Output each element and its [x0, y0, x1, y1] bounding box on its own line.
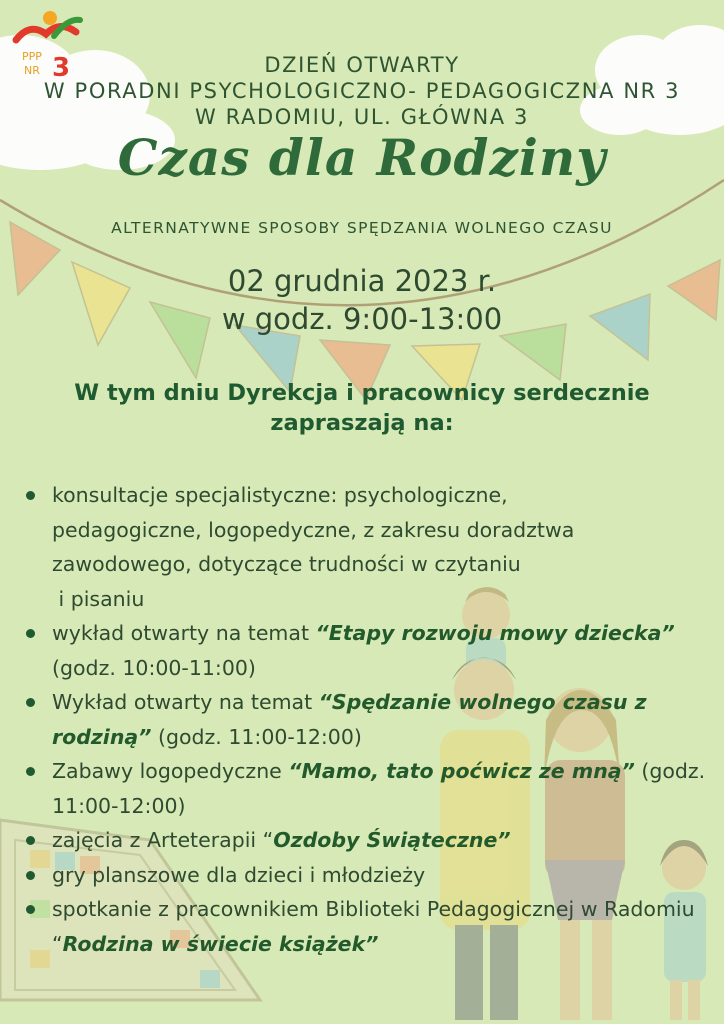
bullet-icon	[26, 767, 35, 776]
invitation-line-1: W tym dniu Dyrekcja i pracownicy serdecznie	[74, 380, 650, 406]
svg-text:PPP: PPP	[22, 50, 42, 63]
svg-text:3: 3	[52, 53, 71, 78]
header-line-1: DZIEŃ OTWARTY	[264, 53, 460, 77]
bullet-icon	[26, 629, 35, 638]
poster-subtitle: ALTERNATYWNE SPOSOBY SPĘDZANIA WOLNEGO CZASU	[111, 219, 613, 237]
header	[0, 52, 724, 130]
bullet-icon	[26, 871, 35, 880]
bullet-icon	[26, 491, 35, 500]
invitation-text	[0, 378, 724, 438]
header-line-3: W RADOMIU, UL. GŁÓWNA 3	[195, 105, 529, 129]
bullet-icon	[26, 836, 35, 845]
list-item: spotkanie z pracownikiem Biblioteki Pedagogicznej w Radomiu “Rodzina w świecie książek”	[26, 892, 716, 961]
invitation-line-2: zapraszają na:	[270, 410, 454, 436]
event-date-hours: w godz. 9:00-13:00	[221, 302, 503, 336]
logo-head-icon	[43, 11, 57, 25]
list-item: Zabawy logopedyczne “Mamo, tato poćwicz ze mną” (godz. 11:00-12:00)	[26, 754, 716, 823]
event-date-day: 02 grudnia 2023 r.	[227, 264, 497, 298]
header-line-2: W PORADNI PSYCHOLOGICZNO- PEDAGOGICZNA NR 3	[43, 79, 681, 103]
program-list	[26, 478, 716, 961]
bullet-icon	[26, 698, 35, 707]
bullet-icon	[26, 905, 35, 914]
list-item: Wykład otwarty na temat “Spędzanie wolnego czasu z rodziną” (godz. 11:00-12:00)	[26, 685, 716, 754]
list-item: gry planszowe dla dzieci i młodzieży	[26, 858, 716, 893]
list-item: zajęcia z Arteterapii “Ozdoby Świąteczne”	[26, 823, 716, 858]
list-item: wykład otwarty na temat “Etapy rozwoju mowy dziecka” (godz. 10:00-11:00)	[26, 616, 716, 685]
list-item: konsultacje specjalistyczne: psychologiczne, pedagogiczne, logopedyczne, z zakresu doradztwa zawodowego, dotyczące trudności w czytaniu i pisaniu	[26, 478, 716, 616]
poster-title: Czas dla Rodziny	[117, 128, 607, 187]
event-date	[0, 262, 724, 338]
svg-text:NR: NR	[24, 64, 40, 77]
